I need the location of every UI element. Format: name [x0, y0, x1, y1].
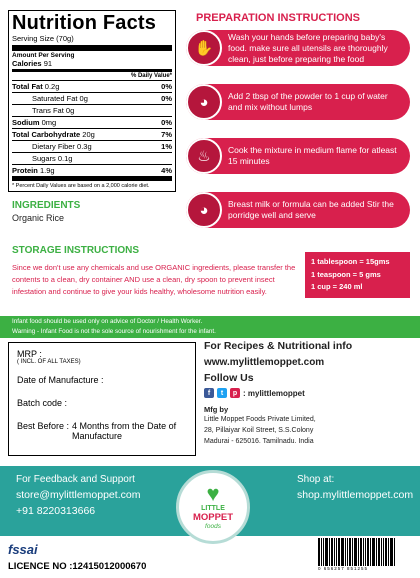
twitter-icon[interactable]: t — [217, 388, 227, 398]
follow-title: Follow Us — [204, 372, 254, 384]
serving-bowl-icon: ◕ — [186, 192, 222, 228]
nutrient-amount: 20g — [82, 130, 95, 139]
storage-title: STORAGE INSTRUCTIONS — [12, 245, 140, 256]
heart-icon: ♥ — [206, 480, 220, 506]
calories-row — [12, 59, 172, 72]
daily-value-header: % Daily Value* — [12, 72, 172, 81]
prep-step-text: Add 2 tbsp of the powder to 1 cup of water and mix without lumps — [228, 91, 388, 112]
measure-line: 1 tablespoon = 15gms — [311, 257, 390, 266]
nutrient-label: Sodium — [12, 118, 40, 127]
facebook-icon[interactable]: f — [204, 388, 214, 398]
mrp-note: ( INCL. OF ALL TAXES) — [17, 359, 81, 365]
preparation-title: PREPARATION INSTRUCTIONS — [196, 12, 360, 24]
nutrient-row — [12, 129, 172, 141]
nutrient-label: Protein — [12, 166, 38, 175]
prep-step — [186, 30, 410, 66]
amount-per-serving: Amount Per Serving — [12, 52, 75, 59]
nutrient-row — [12, 93, 172, 105]
brand-logo — [176, 470, 250, 544]
nutrient-dv: 0% — [161, 94, 172, 103]
calories-label: Calories — [12, 59, 42, 68]
nutrition-title: Nutrition Facts — [12, 12, 157, 34]
nutrient-amount: 0.3g — [77, 142, 92, 151]
nutrient-dv: 0% — [161, 118, 172, 127]
prep-step — [186, 192, 410, 228]
nutrient-dv: 0% — [161, 82, 172, 91]
hand-wash-icon: ✋ — [186, 30, 222, 66]
mfg-title: Mfg by — [204, 405, 229, 414]
nutrient-label: Total Carbohydrate — [12, 130, 81, 139]
mfg-line: 28, Pillaiyar Koil Street, S.S.Colony — [204, 427, 314, 434]
nutrient-label: Trans Fat — [32, 106, 64, 115]
nutrient-dv: 4% — [161, 166, 172, 175]
nutrient-amount: 0.1g — [57, 154, 73, 163]
nutrient-row — [12, 165, 172, 181]
social-handle: : mylittlemoppet — [243, 388, 305, 398]
notice-bar — [0, 316, 420, 338]
measure-box — [305, 252, 410, 298]
cooking-pot-icon: ♨ — [186, 138, 222, 174]
best-before-label: Best Before : — [17, 421, 70, 431]
mfg-date-label: Date of Manufacture : — [17, 375, 104, 385]
nutrient-amount: 0mg — [41, 118, 57, 127]
feedback-title: For Feedback and Support — [16, 474, 135, 485]
storage-text: Since we don't use any chemicals and use ORGANIC ingredients, please transfer the contents to a clean, dry container AND use a clean, dry spoon to prevent insect infestation and continue to give your kids healthy, wholesome nutrition easily. — [12, 263, 296, 296]
nutrient-amount: 1.9g — [39, 166, 55, 175]
ingredients-text: Organic Rice — [12, 213, 65, 223]
feedback-phone[interactable]: +91 8220313666 — [16, 505, 96, 517]
mfg-line: Madurai - 625016. Tamilnadu. India — [204, 438, 314, 445]
best-before-value: 4 Months from the Date of Manufacture — [72, 421, 177, 441]
logo-line: LITTLE — [201, 504, 225, 512]
website-link[interactable]: www.mylittlemoppet.com — [204, 357, 325, 368]
measure-line: 1 cup = 240 ml — [311, 282, 363, 291]
nutrient-row — [12, 117, 172, 129]
fssai-logo: fssai — [8, 542, 38, 557]
mrp-box — [8, 342, 196, 456]
nutrient-dv: 7% — [161, 130, 172, 139]
prep-step — [186, 84, 410, 120]
nutrition-facts-panel — [8, 10, 176, 192]
barcode — [318, 538, 414, 574]
pinterest-icon[interactable]: p — [230, 388, 240, 398]
nutrient-row — [12, 105, 172, 117]
barcode-bars — [318, 538, 414, 566]
nutrition-footnote: * Percent Daily Values are based on a 2,000 calorie diet. — [12, 183, 150, 189]
mrp-label: MRP : — [17, 349, 42, 359]
batch-code-label: Batch code : — [17, 398, 68, 408]
shop-title: Shop at: — [297, 474, 335, 485]
prep-step-text: Cook the mixture in medium flame for atleast 15 minutes — [228, 145, 397, 166]
calories-value: 91 — [43, 59, 53, 68]
logo-line: MOPPET — [192, 511, 234, 523]
feedback-email[interactable]: store@mylittlemoppet.com — [16, 489, 141, 501]
nutrient-label: Dietary Fiber — [32, 142, 75, 151]
nutrient-amount: 0g — [65, 106, 75, 115]
nutrient-amount: 0.2g — [44, 82, 60, 91]
logo-line: foods — [205, 522, 221, 530]
nutrient-row — [12, 141, 172, 153]
notice-line: Infant food should be used only on advice of Doctor / Health Worker. — [12, 318, 203, 325]
prep-step-text: Wash your hands before preparing baby's food. make sure all utensils are thoroughly clean, just before preparing the food — [228, 31, 388, 64]
nutrient-row — [12, 81, 172, 93]
notice-line: Warning - Infant Food is not the sole source of nourishment for the infant. — [12, 328, 216, 335]
mfg-line: Little Moppet Foods Private Limited, — [204, 416, 316, 423]
nutrient-label: Sugars — [32, 154, 56, 163]
best-before — [17, 421, 187, 441]
recipes-title: For Recipes & Nutritional info — [204, 340, 353, 352]
bowl-mix-icon: ◕ — [186, 84, 222, 120]
nutrient-label: Total Fat — [12, 82, 43, 91]
licence-number: LICENCE NO :12415012000670 — [8, 561, 147, 572]
barcode-number: 0 656257 851255 — [318, 566, 369, 571]
social-row — [204, 388, 305, 398]
nutrient-amount: 0g — [79, 94, 88, 103]
prep-step-text: Breast milk or formula can be added Stir the porridge well and serve — [228, 199, 394, 220]
measure-line: 1 teaspoon = 5 gms — [311, 269, 381, 279]
serving-size: Serving Size (70g) — [12, 34, 172, 51]
nutrient-row — [12, 153, 172, 165]
nutrient-dv: 1% — [161, 142, 172, 151]
nutrient-label: Saturated Fat — [32, 94, 78, 103]
prep-step — [186, 138, 410, 174]
shop-link[interactable]: shop.mylittlemoppet.com — [297, 489, 414, 501]
ingredients-title: INGREDIENTS — [12, 200, 81, 211]
